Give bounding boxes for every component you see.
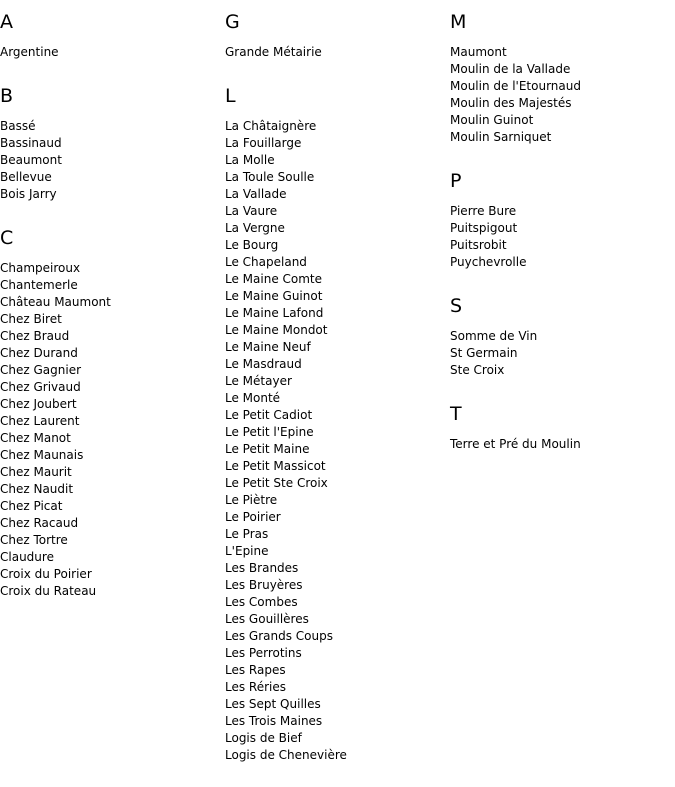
place-link[interactable]: Chez Joubert: [0, 397, 77, 411]
place-link[interactable]: Chez Picat: [0, 499, 63, 513]
place-link[interactable]: Le Piètre: [225, 493, 278, 507]
place-link[interactable]: Le Monté: [225, 391, 281, 405]
index-column-3: [450, 10, 675, 476]
place-link[interactable]: Bellevue: [0, 170, 52, 184]
place-link[interactable]: Chez Laurent: [0, 414, 80, 428]
place-link[interactable]: Le Maine Mondot: [225, 323, 328, 337]
place-link[interactable]: Château Maumont: [0, 295, 111, 309]
letter-heading: L: [225, 85, 236, 107]
place-link[interactable]: Bassé: [0, 119, 36, 133]
place-link[interactable]: Ste Croix: [450, 363, 505, 377]
place-link[interactable]: Le Maine Comte: [225, 272, 323, 286]
place-link[interactable]: Claudure: [0, 550, 54, 564]
place-link[interactable]: Moulin Guinot: [450, 113, 534, 127]
place-link[interactable]: St Germain: [450, 346, 518, 360]
place-link[interactable]: Les Bruyères: [225, 578, 303, 592]
place-link[interactable]: Les Grands Coups: [225, 629, 333, 643]
place-link[interactable]: Grande Métairie: [225, 45, 322, 59]
place-list: [450, 328, 675, 379]
place-link[interactable]: Champeiroux: [0, 261, 81, 275]
place-list: [225, 118, 450, 764]
place-link[interactable]: Le Poirier: [225, 510, 281, 524]
place-link[interactable]: Le Petit Maine: [225, 442, 310, 456]
place-link[interactable]: La Toule Soulle: [225, 170, 315, 184]
place-link[interactable]: Maumont: [450, 45, 507, 59]
place-link[interactable]: Les Rapes: [225, 663, 286, 677]
place-link[interactable]: Les Combes: [225, 595, 298, 609]
place-link[interactable]: Le Petit Ste Croix: [225, 476, 328, 490]
place-link[interactable]: Le Chapeland: [225, 255, 307, 269]
place-link[interactable]: Le Petit Massicot: [225, 459, 326, 473]
letter-heading: G: [225, 11, 240, 33]
place-link[interactable]: L'Epine: [225, 544, 269, 558]
place-link[interactable]: Le Maine Guinot: [225, 289, 323, 303]
letter-group-t: [450, 402, 675, 453]
place-link[interactable]: Chantemerle: [0, 278, 78, 292]
place-link[interactable]: Le Masdraud: [225, 357, 302, 371]
place-link[interactable]: Les Brandes: [225, 561, 299, 575]
place-link[interactable]: Le Métayer: [225, 374, 292, 388]
letter-heading: B: [0, 85, 14, 107]
place-link[interactable]: Le Petit l'Epine: [225, 425, 314, 439]
place-link[interactable]: Chez Naudit: [0, 482, 74, 496]
place-link[interactable]: Chez Grivaud: [0, 380, 81, 394]
place-link[interactable]: Les Sept Quilles: [225, 697, 321, 711]
index-column-1: [0, 10, 225, 623]
place-list: [0, 118, 225, 203]
place-link[interactable]: Croix du Poirier: [0, 567, 92, 581]
place-list: [450, 203, 675, 271]
place-link[interactable]: Les Trois Maines: [225, 714, 323, 728]
letter-group-a: [0, 10, 225, 61]
place-link[interactable]: Chez Manot: [0, 431, 71, 445]
place-link[interactable]: Moulin Sarniquet: [450, 130, 552, 144]
place-link[interactable]: Chez Tortre: [0, 533, 68, 547]
place-link[interactable]: La Châtaignère: [225, 119, 317, 133]
place-link[interactable]: Logis de Bief: [225, 731, 302, 745]
place-link[interactable]: Bois Jarry: [0, 187, 57, 201]
place-link[interactable]: Puitspigout: [450, 221, 518, 235]
place-link[interactable]: Le Maine Neuf: [225, 340, 311, 354]
place-link[interactable]: Chez Maunais: [0, 448, 84, 462]
place-link[interactable]: Chez Maurit: [0, 465, 72, 479]
place-index: [0, 10, 675, 772]
place-list: [450, 44, 675, 146]
place-link[interactable]: Le Pras: [225, 527, 269, 541]
letter-heading: M: [450, 11, 467, 33]
place-link[interactable]: Croix du Rateau: [0, 584, 97, 598]
place-list: [0, 260, 225, 600]
place-link[interactable]: Logis de Chenevière: [225, 748, 347, 762]
place-link[interactable]: Beaumont: [0, 153, 62, 167]
place-link[interactable]: Les Perrotins: [225, 646, 302, 660]
place-link[interactable]: Puitsrobit: [450, 238, 507, 252]
place-list: [225, 44, 450, 61]
place-link[interactable]: Somme de Vin: [450, 329, 538, 343]
place-link[interactable]: Le Petit Cadiot: [225, 408, 313, 422]
place-link[interactable]: Puychevrolle: [450, 255, 527, 269]
letter-group-l: [225, 84, 450, 764]
place-link[interactable]: Les Réries: [225, 680, 287, 694]
place-link[interactable]: Moulin de l'Etournaud: [450, 79, 581, 93]
place-link[interactable]: Bassinaud: [0, 136, 62, 150]
letter-group-g: [225, 10, 450, 61]
place-list: [450, 436, 675, 453]
place-link[interactable]: La Molle: [225, 153, 275, 167]
place-link[interactable]: La Vallade: [225, 187, 287, 201]
letter-group-s: [450, 294, 675, 379]
place-link[interactable]: La Vaure: [225, 204, 278, 218]
place-link[interactable]: Moulin de la Vallade: [450, 62, 571, 76]
place-link[interactable]: Pierre Bure: [450, 204, 517, 218]
place-link[interactable]: Chez Durand: [0, 346, 78, 360]
place-link[interactable]: La Fouillarge: [225, 136, 302, 150]
place-link[interactable]: Chez Biret: [0, 312, 62, 326]
letter-heading: A: [0, 11, 13, 33]
place-link[interactable]: Le Bourg: [225, 238, 279, 252]
letter-heading: T: [450, 403, 462, 425]
place-link[interactable]: Argentine: [0, 45, 59, 59]
place-list: [0, 44, 225, 61]
place-link[interactable]: Moulin des Majestés: [450, 96, 572, 110]
place-link[interactable]: Chez Braud: [0, 329, 70, 343]
letter-heading: S: [450, 295, 463, 317]
letter-group-p: [450, 169, 675, 271]
letter-group-b: [0, 84, 225, 203]
index-column-2: [225, 10, 450, 787]
letter-heading: P: [450, 170, 462, 192]
place-link[interactable]: Les Gouillères: [225, 612, 309, 626]
letter-group-c: [0, 226, 225, 600]
letter-group-m: [450, 10, 675, 146]
place-link[interactable]: Le Maine Lafond: [225, 306, 324, 320]
place-link[interactable]: La Vergne: [225, 221, 285, 235]
place-link[interactable]: Chez Gagnier: [0, 363, 82, 377]
letter-heading: C: [0, 227, 14, 249]
place-link[interactable]: Terre et Pré du Moulin: [450, 437, 581, 451]
place-link[interactable]: Chez Racaud: [0, 516, 79, 530]
